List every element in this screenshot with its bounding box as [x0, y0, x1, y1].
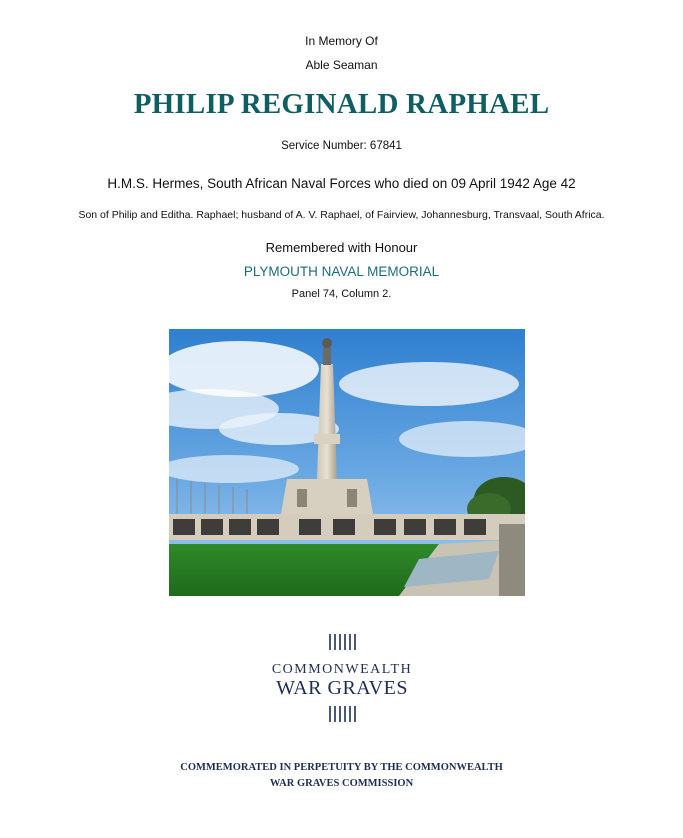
unit-and-death: H.M.S. Hermes, South African Naval Forces who died on 09 April 1942 Age 42 — [107, 176, 576, 191]
family-details: Son of Philip and Editha. Raphael; husband of A. V. Raphael, of Fairview, Johannesburg, Transvaal, South Africa. — [78, 209, 605, 221]
cwgc-logo — [241, 628, 441, 728]
footer-line-2: WAR GRAVES COMMISSION — [269, 778, 414, 789]
memorial-photo — [169, 329, 525, 596]
in-memory-of: In Memory Of — [305, 34, 378, 48]
panel-reference: Panel 74, Column 2. — [291, 288, 392, 300]
service-number: Service Number: 67841 — [281, 140, 402, 152]
remembered-with-honour: Remembered with Honour — [265, 240, 418, 255]
logo-line-war-graves: WAR GRAVES — [276, 677, 408, 699]
rank: Able Seaman — [305, 58, 378, 72]
footer-line-1: COMMEMORATED IN PERPETUITY BY THE COMMONWEALTH — [180, 762, 503, 773]
page-title: PHILIP REGINALD RAPHAEL — [133, 88, 550, 120]
memorial-name: PLYMOUTH NAVAL MEMORIAL — [243, 264, 440, 279]
logo-line-commonwealth: COMMONWEALTH — [271, 662, 413, 677]
